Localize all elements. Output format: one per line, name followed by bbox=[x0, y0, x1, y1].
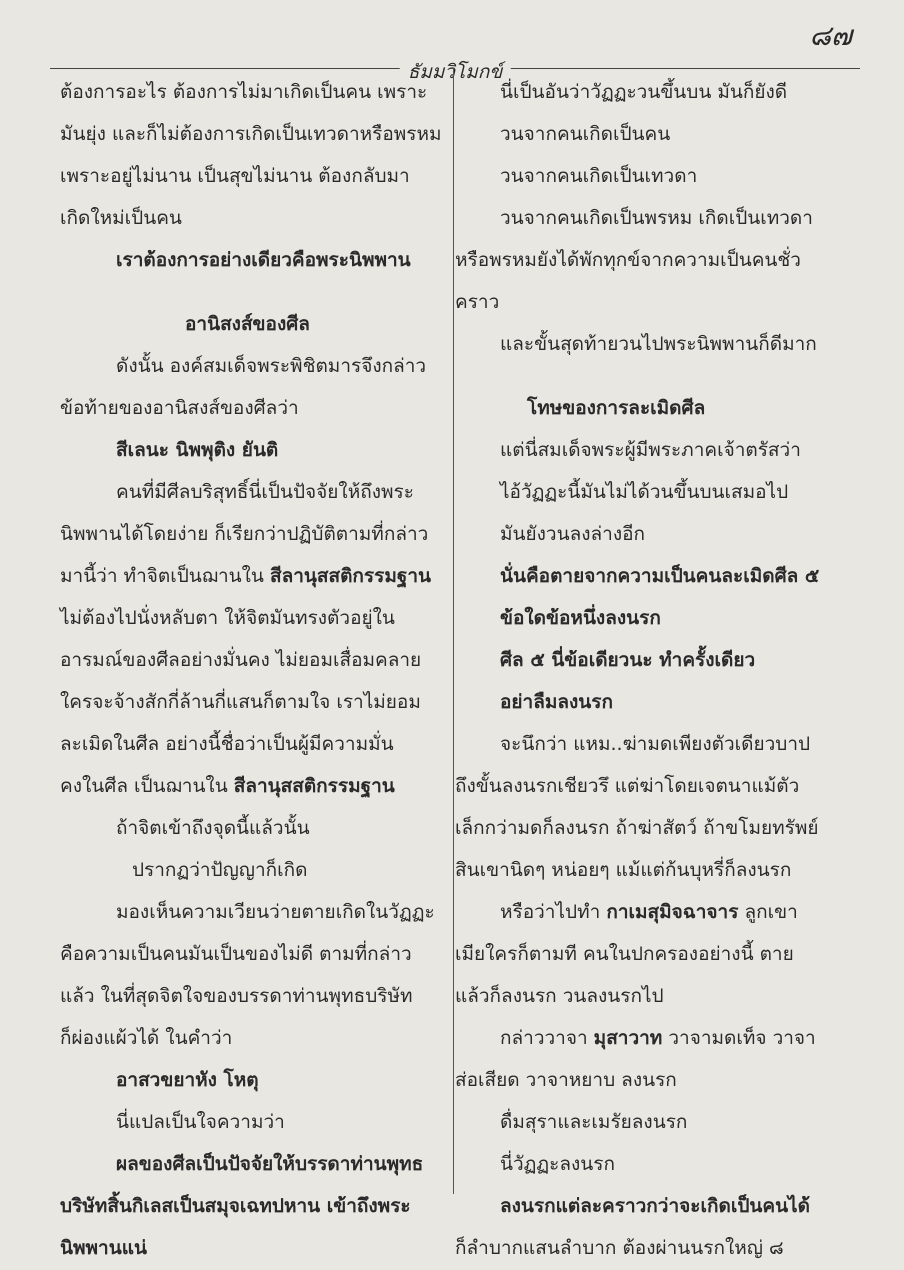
text-line: ก็ลำบากแสนลำบาก ต้องผ่านนรกใหญ่ ๘ bbox=[455, 1237, 784, 1259]
bold-term: สีลานุสสติกรรมฐาน bbox=[269, 565, 431, 587]
text-span: คงในศีล เป็นฌานใน bbox=[60, 775, 228, 797]
text-line: ดังนั้น องค์สมเด็จพระพิชิตมารจึงกล่าว bbox=[116, 355, 427, 377]
text-line: ดื่มสุราและเมรัยลงนรก bbox=[500, 1111, 688, 1133]
text-line: ถ้าจิตเข้าถึงจุดนี้แล้วนั้น bbox=[116, 817, 310, 839]
section-heading: อานิสงส์ของศีล bbox=[185, 313, 310, 335]
bold-statement: นั่นคือตายจากความเป็นคนละเมิดศีล ๕ bbox=[500, 565, 820, 587]
text-span: กล่าววาจา bbox=[500, 1027, 588, 1049]
bold-statement: เราต้องการอย่างเดียวคือพระนิพพาน bbox=[116, 249, 411, 271]
text-line: นี่แปลเป็นใจความว่า bbox=[116, 1111, 285, 1133]
text-line: เมียใครก็ตามที คนในปกครองอย่างนี้ ตาย bbox=[455, 943, 794, 965]
running-title: ธัมมวิโมกข์ bbox=[400, 57, 511, 87]
page-number: ๘๗ bbox=[809, 19, 852, 52]
bold-statement: ลงนรกแต่ละคราวกว่าจะเกิดเป็นคนได้ bbox=[500, 1195, 810, 1217]
text-line bbox=[500, 900, 798, 924]
text-line: นี่เป็นอันว่าวัฏฏะวนขึ้นบน มันก็ยังดี bbox=[500, 81, 788, 103]
bold-statement: ศีล ๕ นี่ข้อเดียวนะ ทำครั้งเดียว bbox=[500, 649, 756, 671]
text-line: แล้วก็ลงนรก วนลงนรกไป bbox=[455, 985, 664, 1007]
text-line bbox=[60, 774, 395, 798]
bold-statement: ข้อใดข้อหนึ่งลงนรก bbox=[500, 607, 661, 629]
text-line: คราว bbox=[455, 291, 500, 313]
text-line: ถึงขั้นลงนรกเชียวรึ แต่ฆ่าโดยเจตนาแม้ตัว bbox=[455, 775, 800, 797]
text-line: มันยุ่ง และก็ไม่ต้องการเกิดเป็นเทวดาหรือพรหม bbox=[60, 123, 442, 145]
text-line: อารมณ์ของศีลอย่างมั่นคง ไม่ยอมเสื่อมคลาย bbox=[60, 649, 422, 671]
text-line: ส่อเสียด วาจาหยาบ ลงนรก bbox=[455, 1069, 677, 1091]
pali-verse: อาสวขยาหัง โหตุ bbox=[116, 1069, 259, 1091]
text-line: แล้ว ในที่สุดจิตใจของบรรดาท่านพุทธบริษัท bbox=[60, 985, 413, 1007]
text-line: และขั้นสุดท้ายวนไปพระนิพพานก็ดีมาก bbox=[500, 333, 817, 355]
bold-term: มุสาวาท bbox=[593, 1027, 663, 1049]
text-line: คนที่มีศีลบริสุทธิ์นี่เป็นปัจจัยให้ถึงพระ bbox=[116, 481, 414, 503]
running-header bbox=[50, 57, 860, 83]
text-span: หรือว่าไปทำ bbox=[500, 901, 601, 923]
text-line: เกิดใหม่เป็นคน bbox=[60, 207, 182, 229]
text-line: ไม่ต้องไปนั่งหลับตา ให้จิตมันทรงตัวอยู่ใน bbox=[60, 607, 395, 629]
text-line: ก็ผ่องแผ้วได้ ในคำว่า bbox=[60, 1027, 233, 1049]
text-span: ลูกเขา bbox=[744, 901, 798, 923]
bold-statement: บริษัทสิ้นกิเลสเป็นสมุจเฉทปหาน เข้าถึงพระ bbox=[60, 1195, 411, 1217]
bold-statement: อย่าลืมลงนรก bbox=[500, 691, 613, 713]
pali-verse: สีเลนะ นิพพุติง ยันติ bbox=[116, 439, 279, 461]
text-line: นิพพานได้โดยง่าย ก็เรียกว่าปฏิบัติตามที่กล่าว bbox=[60, 523, 429, 545]
column-divider bbox=[453, 68, 454, 1194]
bold-term: กาเมสุมิจฉาจาร bbox=[606, 901, 739, 923]
text-line: หรือพรหมยังได้พักทุกข์จากความเป็นคนชั่ว bbox=[455, 249, 801, 271]
text-span: วาจามดเท็จ วาจา bbox=[668, 1027, 816, 1049]
text-line: ข้อท้ายของอานิสงส์ของศีลว่า bbox=[60, 397, 299, 419]
bold-statement: นิพพานแน่ bbox=[60, 1237, 147, 1259]
text-line: วนจากคนเกิดเป็นคน bbox=[500, 123, 671, 145]
text-line: นี่วัฏฏะลงนรก bbox=[500, 1153, 615, 1175]
text-line: สินเขานิดๆ หน่อยๆ แม้แต่ก้นบุหรี่ก็ลงนรก bbox=[455, 859, 792, 881]
text-line: มันยังวนลงล่างอีก bbox=[500, 523, 646, 545]
text-line: เพราะอยู่ไม่นาน เป็นสุขไม่นาน ต้องกลับมา bbox=[60, 165, 410, 187]
text-line: มองเห็นความเวียนว่ายตายเกิดในวัฏฏะ bbox=[116, 901, 435, 923]
text-line: ต้องการอะไร ต้องการไม่มาเกิดเป็นคน เพราะ bbox=[60, 81, 428, 103]
text-line: ไอ้วัฏฏะนี้มันไม่ได้วนขึ้นบนเสมอไป bbox=[500, 481, 789, 503]
text-line: วนจากคนเกิดเป็นพรหม เกิดเป็นเทวดา bbox=[500, 207, 813, 229]
text-line: แต่นี่สมเด็จพระผู้มีพระภาคเจ้าตรัสว่า bbox=[500, 439, 801, 461]
text-line: วนจากคนเกิดเป็นเทวดา bbox=[500, 165, 698, 187]
text-line: คือความเป็นคนมันเป็นของไม่ดี ตามที่กล่าว bbox=[60, 943, 412, 965]
text-line: ละเมิดในศีล อย่างนี้ชื่อว่าเป็นผู้มีความมั่น bbox=[60, 733, 394, 755]
text-line: เล็กกว่ามดก็ลงนรก ถ้าฆ่าสัตว์ ถ้าขโมยทรัพย์ bbox=[455, 817, 819, 839]
text-span: มานี้ว่า ทำจิตเป็นฌานใน bbox=[60, 565, 264, 587]
text-line bbox=[500, 1026, 816, 1050]
text-line bbox=[60, 564, 431, 588]
bold-term: สีลานุสสติกรรมฐาน bbox=[233, 775, 395, 797]
section-heading: โทษของการละเมิดศีล bbox=[527, 397, 706, 419]
text-line: จะนึกว่า แหม..ฆ่ามดเพียงตัวเดียวบาป bbox=[500, 733, 811, 755]
text-line: ปรากฏว่าปัญญาก็เกิด bbox=[132, 859, 308, 881]
text-line: ใครจะจ้างสักกี่ล้านกี่แสนก็ตามใจ เราไม่ยอม bbox=[60, 691, 421, 713]
bold-statement: ผลของศีลเป็นปัจจัยให้บรรดาท่านพุทธ bbox=[116, 1153, 424, 1175]
